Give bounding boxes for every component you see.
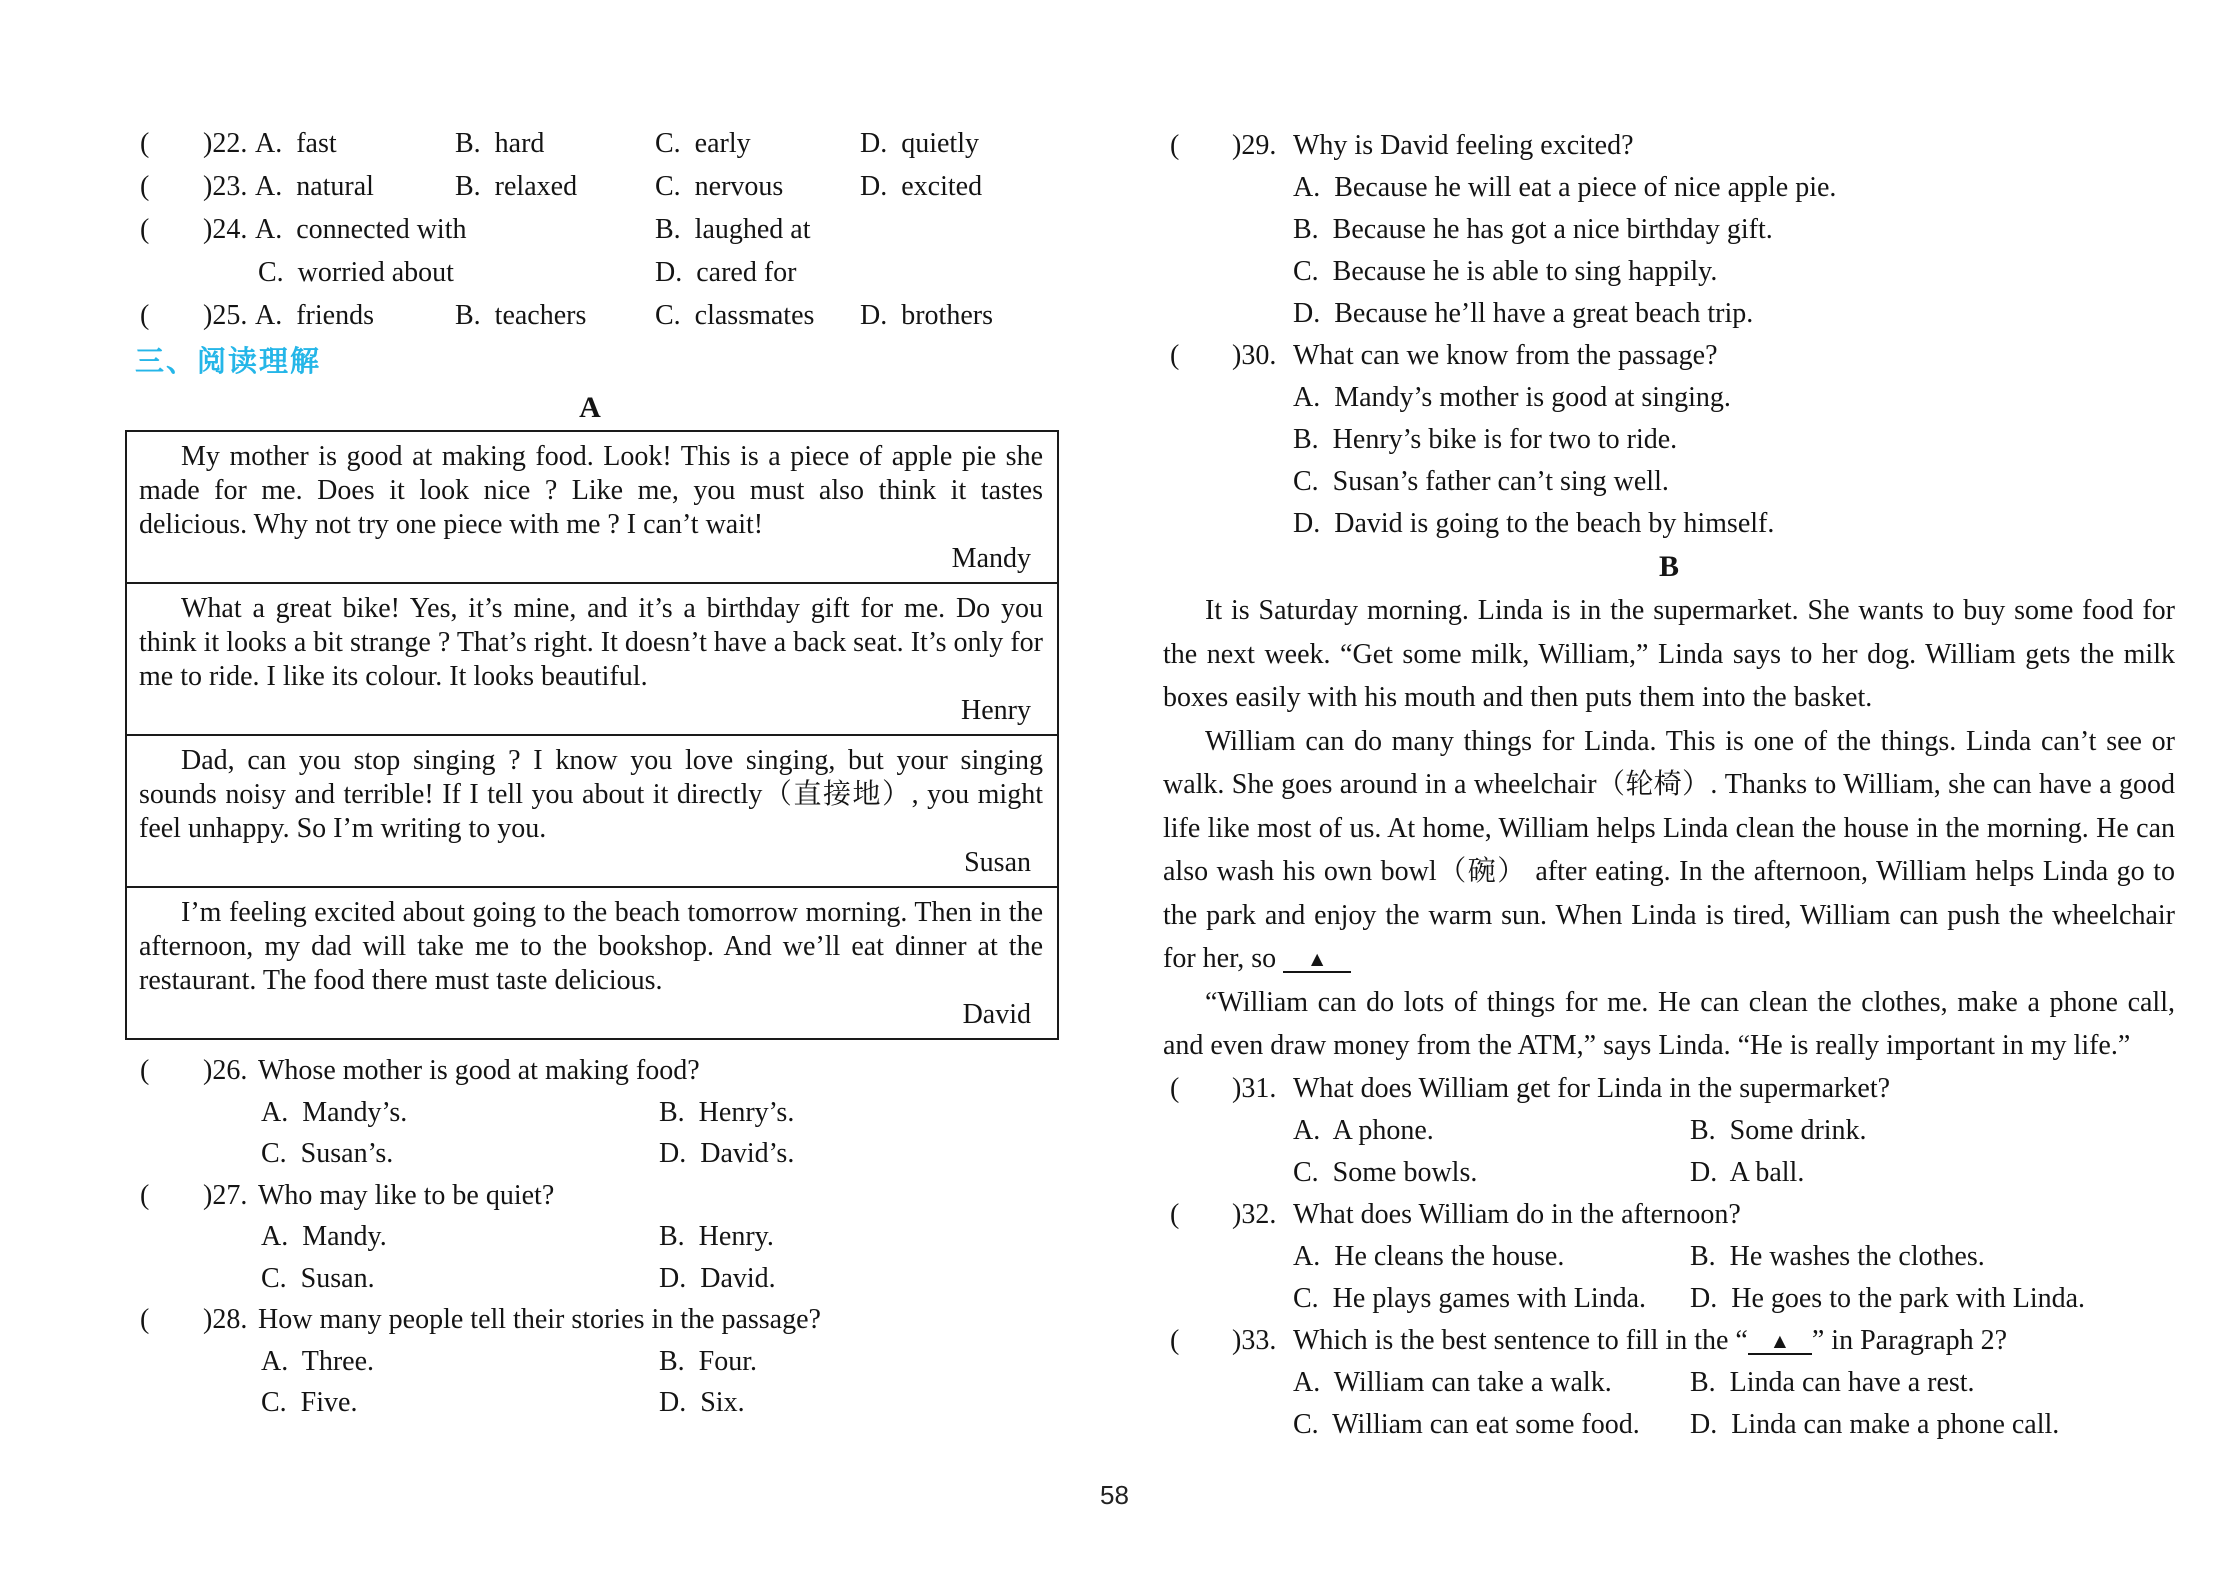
option-a: A. Mandy’s mother is good at singing.	[1293, 382, 1731, 413]
option-a: A. connected with	[255, 214, 467, 245]
option-b: B. Linda can have a rest.	[1690, 1366, 1975, 1398]
passage-a-box-mandy	[127, 432, 1057, 584]
page-number: 58	[1100, 1480, 1129, 1510]
questions-29-30	[1163, 125, 2175, 545]
option-a: A. natural	[255, 171, 374, 202]
question-31-options-ab	[1163, 1110, 2175, 1152]
question-29-option-d	[1163, 293, 2175, 335]
question-text	[1293, 1320, 2007, 1362]
author-name: Susan	[964, 847, 1031, 878]
question-23-row	[125, 165, 1065, 208]
option-a: A. friends	[255, 300, 374, 331]
option-a: A. Because he will eat a piece of nice apple pie.	[1293, 172, 1837, 203]
question-number: )33.	[1232, 1324, 1277, 1356]
passage-a-heading: A	[579, 391, 601, 424]
question-27	[125, 1175, 1065, 1217]
option-d: D. excited	[860, 171, 983, 202]
option-d: D. A ball.	[1690, 1156, 1805, 1188]
answer-paren: (	[1170, 340, 1180, 371]
option-b: B. Henry’s bike is for two to ride.	[1293, 424, 1678, 455]
question-number: )31.	[1232, 1072, 1277, 1104]
answer-paren: (	[140, 214, 150, 245]
option-b: B. Henry.	[659, 1221, 774, 1252]
question-text: Who may like to be quiet?	[258, 1179, 555, 1211]
answer-paren: (	[140, 171, 150, 202]
option-b: B. He washes the clothes.	[1690, 1240, 1985, 1272]
option-b: B. laughed at	[655, 214, 811, 245]
answer-paren: (	[140, 128, 150, 159]
option-c: C. worried about	[258, 257, 454, 288]
answer-paren: (	[1170, 1324, 1180, 1356]
option-a: A. Three.	[261, 1345, 374, 1377]
question-33	[1163, 1320, 2175, 1362]
option-a: A. A phone.	[1293, 1114, 1434, 1146]
option-a: A. Mandy.	[261, 1221, 387, 1252]
column-right	[1163, 118, 2175, 1446]
question-number: )26.	[203, 1055, 248, 1086]
author-name: Mandy	[951, 543, 1031, 574]
paragraph-text: William can do many things for Linda. This is one of the things. Linda can’t see or walk. She goes around in a wheelchair（轮椅）. Thanks to William, she can have a good life like most of us. At home, William helps Linda clean the house in the morning. He can also wash his own bowl（碗） after eating. In the afternoon, William helps Linda go to the park and enjoy the warm sun. When Linda is tired, William can push the wheelchair for her, so	[1163, 725, 2175, 974]
option-c: C. William can eat some food.	[1293, 1408, 1640, 1440]
question-26-options-ab	[125, 1092, 1065, 1134]
option-b: B. Henry’s.	[659, 1096, 795, 1128]
question-text: What does William get for Linda in the supermarket?	[1293, 1072, 1891, 1104]
answer-paren: (	[1170, 1072, 1180, 1104]
question-28-options-cd	[125, 1382, 1065, 1424]
box-text: What a great bike! Yes, it’s mine, and it’s a birthday gift for me. Do you think it looks a bit strange ? That’s right. It doesn’t have a back seat. It’s only for me to ride. I like its colour. It looks beautiful.	[139, 593, 1043, 692]
option-c: C. Because he is able to sing happily.	[1293, 256, 1718, 287]
option-d: D. cared for	[655, 257, 797, 288]
question-30	[1163, 335, 2175, 377]
question-33-options-ab	[1163, 1362, 2175, 1404]
question-number: )27.	[203, 1179, 248, 1211]
question-text: How many people tell their stories in the passage?	[258, 1304, 821, 1335]
answer-paren: (	[140, 1179, 150, 1211]
option-d: D. Linda can make a phone call.	[1690, 1408, 2060, 1440]
passage-b	[1163, 589, 2175, 1068]
option-c: C. Susan.	[261, 1262, 375, 1294]
option-d: D. David’s.	[659, 1138, 795, 1169]
question-29	[1163, 125, 2175, 167]
question-22-row	[125, 122, 1065, 165]
question-30-option-b	[1163, 419, 2175, 461]
question-text: What can we know from the passage?	[1293, 340, 1718, 371]
option-d: D. Six.	[659, 1387, 745, 1418]
option-c: C. Susan’s father can’t sing well.	[1293, 466, 1669, 497]
question-31	[1163, 1068, 2175, 1110]
question-25-row	[125, 294, 1065, 337]
option-a: A. Mandy’s.	[261, 1096, 408, 1128]
column-left	[125, 118, 1065, 1424]
option-c: C. Susan’s.	[261, 1138, 394, 1169]
question-27-options-ab	[125, 1216, 1065, 1258]
question-number: )30.	[1232, 340, 1277, 371]
option-c: C. Some bowls.	[1293, 1156, 1478, 1188]
passage-a-box-david	[127, 888, 1057, 1038]
option-b: B. Some drink.	[1690, 1114, 1867, 1146]
option-d: D. David is going to the beach by himself.	[1293, 508, 1775, 539]
option-b: B. relaxed	[455, 171, 578, 202]
box-text: Dad, can you stop singing ? I know you love singing, but your singing sounds noisy and terrible! If I tell you about it directly（直接地）, you might feel unhappy. So I’m writing to you.	[139, 745, 1043, 844]
question-text: What does William do in the afternoon?	[1293, 1198, 1741, 1230]
question-33-options-cd	[1163, 1404, 2175, 1446]
question-27-options-cd	[125, 1258, 1065, 1300]
option-d: D. David.	[659, 1262, 776, 1294]
option-a: A. He cleans the house.	[1293, 1240, 1565, 1272]
question-number: )24.	[203, 214, 248, 245]
question-29-option-a	[1163, 167, 2175, 209]
question-number: )22.	[203, 128, 248, 159]
question-number: )32.	[1232, 1198, 1277, 1230]
question-30-option-a	[1163, 377, 2175, 419]
option-b: B. Four.	[659, 1345, 758, 1377]
answer-paren: (	[140, 1304, 150, 1335]
option-d: D. He goes to the park with Linda.	[1690, 1282, 2086, 1314]
option-c: C. Five.	[261, 1387, 358, 1418]
passage-b-paragraph-1: It is Saturday morning. Linda is in the supermarket. She wants to buy some food for the next week. “Get some milk, William,” Linda says to her dog. William gets the milk boxes easily with his mouth and then puts them into the basket.	[1163, 595, 2175, 713]
option-d: D. quietly	[860, 128, 979, 159]
question-26-options-cd	[125, 1133, 1065, 1175]
question-29-option-c	[1163, 251, 2175, 293]
answer-paren: (	[140, 1055, 150, 1086]
box-text: I’m feeling excited about going to the beach tomorrow morning. Then in the afternoon, my dad will take me to the bookshop. And we’ll eat dinner at the restaurant. The food there must taste delicious.	[139, 897, 1043, 996]
question-32-options-cd	[1163, 1278, 2175, 1320]
question-30-option-c	[1163, 461, 2175, 503]
question-26	[125, 1050, 1065, 1092]
author-name: David	[962, 999, 1031, 1030]
question-number: )25.	[203, 300, 248, 331]
answer-paren: (	[1170, 130, 1180, 161]
questions-26-28	[125, 1050, 1065, 1424]
option-d: D. Because he’ll have a great beach trip.	[1293, 298, 1754, 329]
option-a: A. William can take a walk.	[1293, 1366, 1612, 1398]
answer-paren: (	[1170, 1198, 1180, 1230]
question-text-pre: Which is the best sentence to fill in the “	[1293, 1324, 1748, 1356]
option-c: C. early	[655, 128, 751, 159]
question-24-row	[125, 208, 1065, 251]
section-heading: 三、阅读理解	[135, 346, 322, 378]
passage-a	[125, 430, 1059, 1040]
option-b: B. hard	[455, 128, 545, 159]
blank-triangle-marker: ▲	[1748, 1329, 1812, 1355]
passage-a-box-susan	[127, 736, 1057, 888]
question-text-post: ” in Paragraph 2?	[1811, 1324, 2008, 1356]
question-29-option-b	[1163, 209, 2175, 251]
passage-a-box-henry	[127, 584, 1057, 736]
answer-paren: (	[140, 300, 150, 331]
question-text: Why is David feeling excited?	[1293, 130, 1634, 161]
blank-triangle-marker: ▲	[1283, 947, 1351, 973]
passage-b-paragraph-3: “William can do lots of things for me. He can clean the clothes, make a phone call, and even draw money from the ATM,” says Linda. “He is really important in my life.”	[1163, 986, 2175, 1061]
question-32	[1163, 1194, 2175, 1236]
option-c: C. classmates	[655, 300, 815, 331]
option-c: C. nervous	[655, 171, 784, 202]
option-a: A. fast	[255, 128, 337, 159]
question-24-row-2	[125, 251, 1065, 294]
question-number: )28.	[203, 1304, 248, 1335]
question-number: )29.	[1232, 130, 1277, 161]
option-c: C. He plays games with Linda.	[1293, 1282, 1647, 1314]
box-text: My mother is good at making food. Look! This is a piece of apple pie she made for me. Does it look nice ? Like me, you must also think it tastes delicious. Why not try one piece with me ? I can’t wait!	[139, 441, 1043, 540]
question-28-options-ab	[125, 1341, 1065, 1383]
passage-b-paragraph-2	[1163, 720, 2175, 981]
option-b: B. Because he has got a nice birthday gift.	[1293, 214, 1773, 245]
question-text: Whose mother is good at making food?	[258, 1055, 700, 1086]
option-b: B. teachers	[455, 300, 587, 331]
questions-31-33	[1163, 1068, 2175, 1446]
question-28	[125, 1299, 1065, 1341]
option-d: D. brothers	[860, 300, 993, 331]
cloze-section	[125, 122, 1065, 337]
author-name: Henry	[961, 695, 1031, 726]
question-30-option-d	[1163, 503, 2175, 545]
question-number: )23.	[203, 171, 248, 202]
question-31-options-cd	[1163, 1152, 2175, 1194]
passage-b-heading: B	[1658, 550, 1679, 583]
question-32-options-ab	[1163, 1236, 2175, 1278]
